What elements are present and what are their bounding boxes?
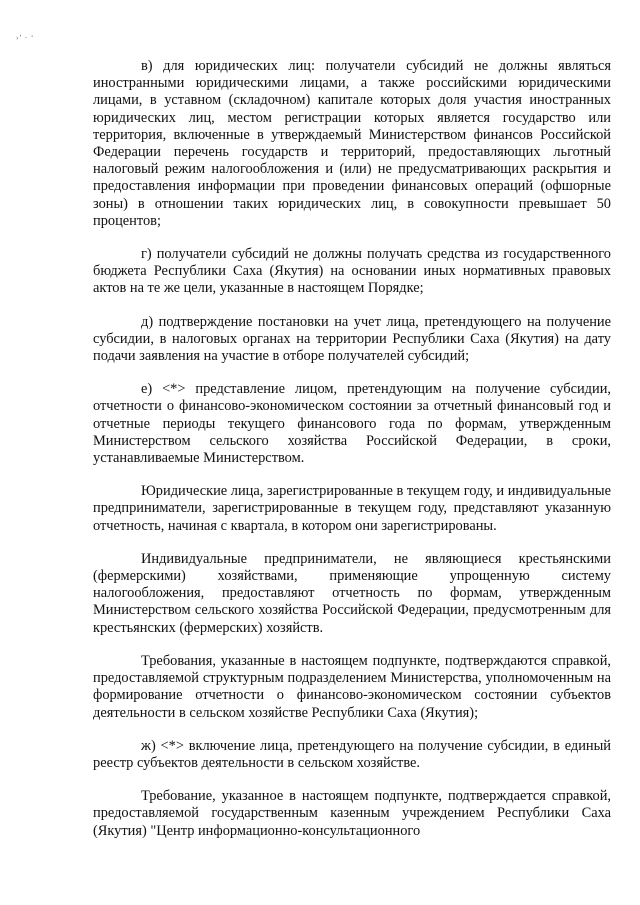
paragraph-d-tax-registration: д) подтверждение постановки на учет лица, претендующего на получение субсидии, в налоговых органах на территории Республики Саха (Якутия) на дату подачи заявления на участие в отборе получателей субсидий; <box>93 313 611 365</box>
paragraph-registry-certificate: Требование, указанное в настоящем подпункте, подтверждается справкой, предоставляемой государственным казенным учреждением Республики Саха (Якутия) "Центр информационно-консультационного <box>93 788 611 839</box>
paragraph-individual-entrepreneurs: Индивидуальные предприниматели, не являющиеся крестьянскими (фермерскими) хозяйствами, применяющие упрощенную систему налогообложения, предоставляют отчетность по формам, утвержденным Министерством сельского хозяйства Российской Федерации, предусмотренным для крестьянских (фермерских) хозяйств. <box>93 550 611 636</box>
paragraph-new-entities-reporting: Юридические лица, зарегистрированные в текущем году, и индивидуальные предприниматели, зарегистрированные в текущем году, представляют указанную отчетность, начиная с квартала, в котором они зарегистрированы. <box>93 483 611 534</box>
paragraph-requirements-certificate: Требования, указанные в настоящем подпункте, подтверждаются справкой, предоставляемой структурным подразделением Министерства, уполномоченным на формирование отчетности о финансово-экономическом состоянии субъектов деятельности в сельском хозяйстве Республики Саха (Якутия); <box>93 652 611 721</box>
paragraph-zh-registry-inclusion: ж) <*> включение лица, претендующего на получение субсидии, в единый реестр субъектов деятельности в сельском хозяйстве. <box>93 737 611 771</box>
paragraph-v-foreign-entities: в) для юридических лиц: получатели субсидий не должны являться иностранными юридическими лицами, а также российскими юридическими лицами, в уставном (складочном) капитале которых доля участия иностранных юридических лиц, местом регистрации которых является государство или территория, включенные в утверждаемый Министерством финансов Российской Федерации перечень государств и территорий, предоставляющих льготный налоговый режим налогообложения и (или) не предусматривающих раскрытия и предоставления информации при проведении финансовых операций (офшорные зоны) в отношении таких юридических лиц, в совокупности превышает 50 процентов; <box>93 58 611 229</box>
document-body <box>93 58 611 840</box>
scan-mark: ›’ · ‘ <box>16 34 35 42</box>
paragraph-e-financial-reporting: е) <*> представление лицом, претендующим на получение субсидии, отчетности о финансово-экономическом состоянии за отчетный финансовый год и отчетные периоды текущего финансового года по формам, утвержденным Министерством сельского хозяйства Российской Федерации, в сроки, устанавливаемые Министерством. <box>93 381 611 467</box>
paragraph-g-no-other-budget-funds: г) получатели субсидий не должны получать средства из государственного бюджета Республики Саха (Якутия) на основании иных нормативных правовых актов на те же цели, указанные в настоящем Порядке; <box>93 246 611 297</box>
